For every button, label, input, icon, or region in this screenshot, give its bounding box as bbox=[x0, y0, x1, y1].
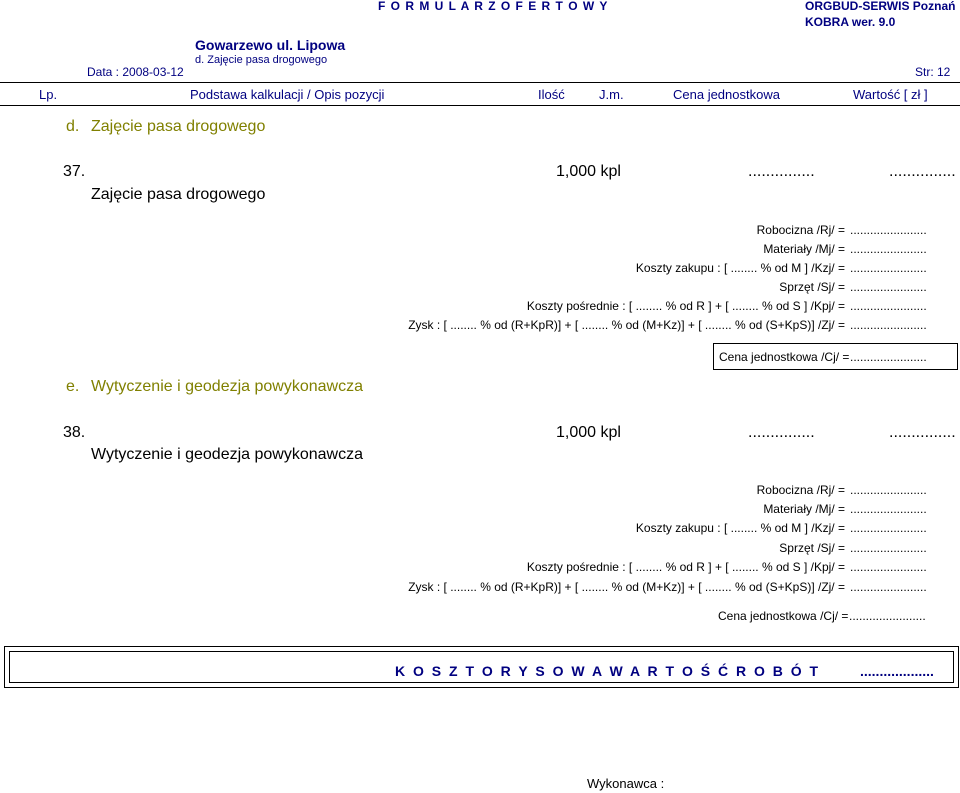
item-quantity: 1,000 kpl bbox=[556, 424, 621, 441]
section-title: Zajęcie pasa drogowego bbox=[91, 118, 266, 135]
section-title: Wytyczenie i geodezja powykonawcza bbox=[91, 378, 363, 395]
unit-price-value: ....................... bbox=[850, 350, 927, 364]
calc-purchase-cost-label: Koszty zakupu : [ ........ % od M ] /Kzj/ = bbox=[635, 521, 845, 535]
calc-equipment-label: Sprzęt /Sj/ = bbox=[779, 541, 845, 555]
unit-price-value: ....................... bbox=[849, 609, 926, 623]
calc-profit-value: ....................... bbox=[850, 580, 927, 594]
project-name: Gowarzewo ul. Lipowa bbox=[195, 37, 346, 53]
item-unit-price: ............... bbox=[748, 163, 815, 180]
unit-price-label: Cena jednostkowa /Cj/ = bbox=[718, 609, 849, 623]
item-value: ............... bbox=[889, 424, 956, 441]
col-basis: Podstawa kalkulacji / Opis pozycji bbox=[190, 87, 385, 102]
item-number: 38. bbox=[63, 424, 86, 441]
calc-materials-label: Materiały /Mj/ = bbox=[763, 242, 845, 256]
item-unit-price: ............... bbox=[748, 424, 815, 441]
col-qty: Ilość bbox=[538, 87, 565, 102]
calc-labor-value: ....................... bbox=[850, 483, 927, 497]
item-quantity: 1,000 kpl bbox=[556, 163, 621, 180]
program-version: KOBRA wer. 9.0 bbox=[805, 15, 896, 29]
col-unit: J.m. bbox=[599, 87, 624, 102]
header-top-rule bbox=[0, 82, 960, 83]
calc-overhead-label: Koszty pośrednie : [ ........ % od R ] + [ ........ % od S ] /Kpj/ = bbox=[526, 299, 845, 313]
calc-profit-value: ....................... bbox=[850, 318, 927, 332]
calc-purchase-cost-label: Koszty zakupu : [ ........ % od M ] /Kzj/ = bbox=[635, 261, 845, 275]
form-title: F O R M U L A R Z O F E R T O W Y bbox=[378, 0, 609, 13]
calc-profit-label: Zysk : [ ........ % od (R+KpR)] + [ ........ % od (M+Kz)] + [ ........ % od (S+KpS)] /Zj/ = bbox=[408, 318, 845, 332]
report-date: Data : 2008-03-12 bbox=[87, 65, 184, 79]
header-bottom-rule bbox=[0, 105, 960, 106]
unit-price-box bbox=[713, 343, 958, 370]
col-unit-price: Cena jednostkowa bbox=[673, 87, 780, 102]
calc-materials-value: ....................... bbox=[850, 502, 927, 516]
calc-equipment-label: Sprzęt /Sj/ = bbox=[779, 280, 845, 294]
calc-purchase-cost-value: ....................... bbox=[850, 261, 927, 275]
calc-purchase-cost-value: ....................... bbox=[850, 521, 927, 535]
col-lp: Lp. bbox=[39, 87, 58, 102]
item-number: 37. bbox=[63, 163, 86, 180]
contractor-label: Wykonawca : bbox=[587, 776, 665, 791]
page-number: Str: 12 bbox=[915, 65, 951, 79]
calc-overhead-value: ....................... bbox=[850, 560, 927, 574]
calc-labor-label: Robocizna /Rj/ = bbox=[756, 483, 845, 497]
calc-equipment-value: ....................... bbox=[850, 280, 927, 294]
calc-overhead-label: Koszty pośrednie : [ ........ % od R ] + [ ........ % od S ] /Kpj/ = bbox=[526, 560, 845, 574]
company-name: ORGBUD-SERWIS Poznań bbox=[805, 0, 956, 13]
item-description: Zajęcie pasa drogowego bbox=[91, 186, 266, 203]
unit-price-label: Cena jednostkowa /Cj/ = bbox=[719, 350, 850, 364]
calc-labor-label: Robocizna /Rj/ = bbox=[756, 223, 845, 237]
section-letter: d. bbox=[66, 118, 80, 135]
item-value: ............... bbox=[889, 163, 956, 180]
calc-equipment-value: ....................... bbox=[850, 541, 927, 555]
col-value: Wartość [ zł ] bbox=[853, 87, 928, 102]
total-label: K O S Z T O R Y S O W A W A R T O Ś Ć R O B Ó T bbox=[395, 663, 821, 679]
section-letter: e. bbox=[66, 378, 80, 395]
item-description: Wytyczenie i geodezja powykonawcza bbox=[91, 446, 363, 463]
calc-materials-label: Materiały /Mj/ = bbox=[763, 502, 845, 516]
total-value: ................... bbox=[860, 663, 934, 679]
calc-profit-label: Zysk : [ ........ % od (R+KpR)] + [ ........ % od (M+Kz)] + [ ........ % od (S+KpS)] /Zj/ = bbox=[408, 580, 845, 594]
calc-overhead-value: ....................... bbox=[850, 299, 927, 313]
calc-labor-value: ....................... bbox=[850, 223, 927, 237]
total-box bbox=[4, 646, 959, 688]
calc-materials-value: ....................... bbox=[850, 242, 927, 256]
section-name: d. Zajęcie pasa drogowego bbox=[195, 54, 328, 66]
